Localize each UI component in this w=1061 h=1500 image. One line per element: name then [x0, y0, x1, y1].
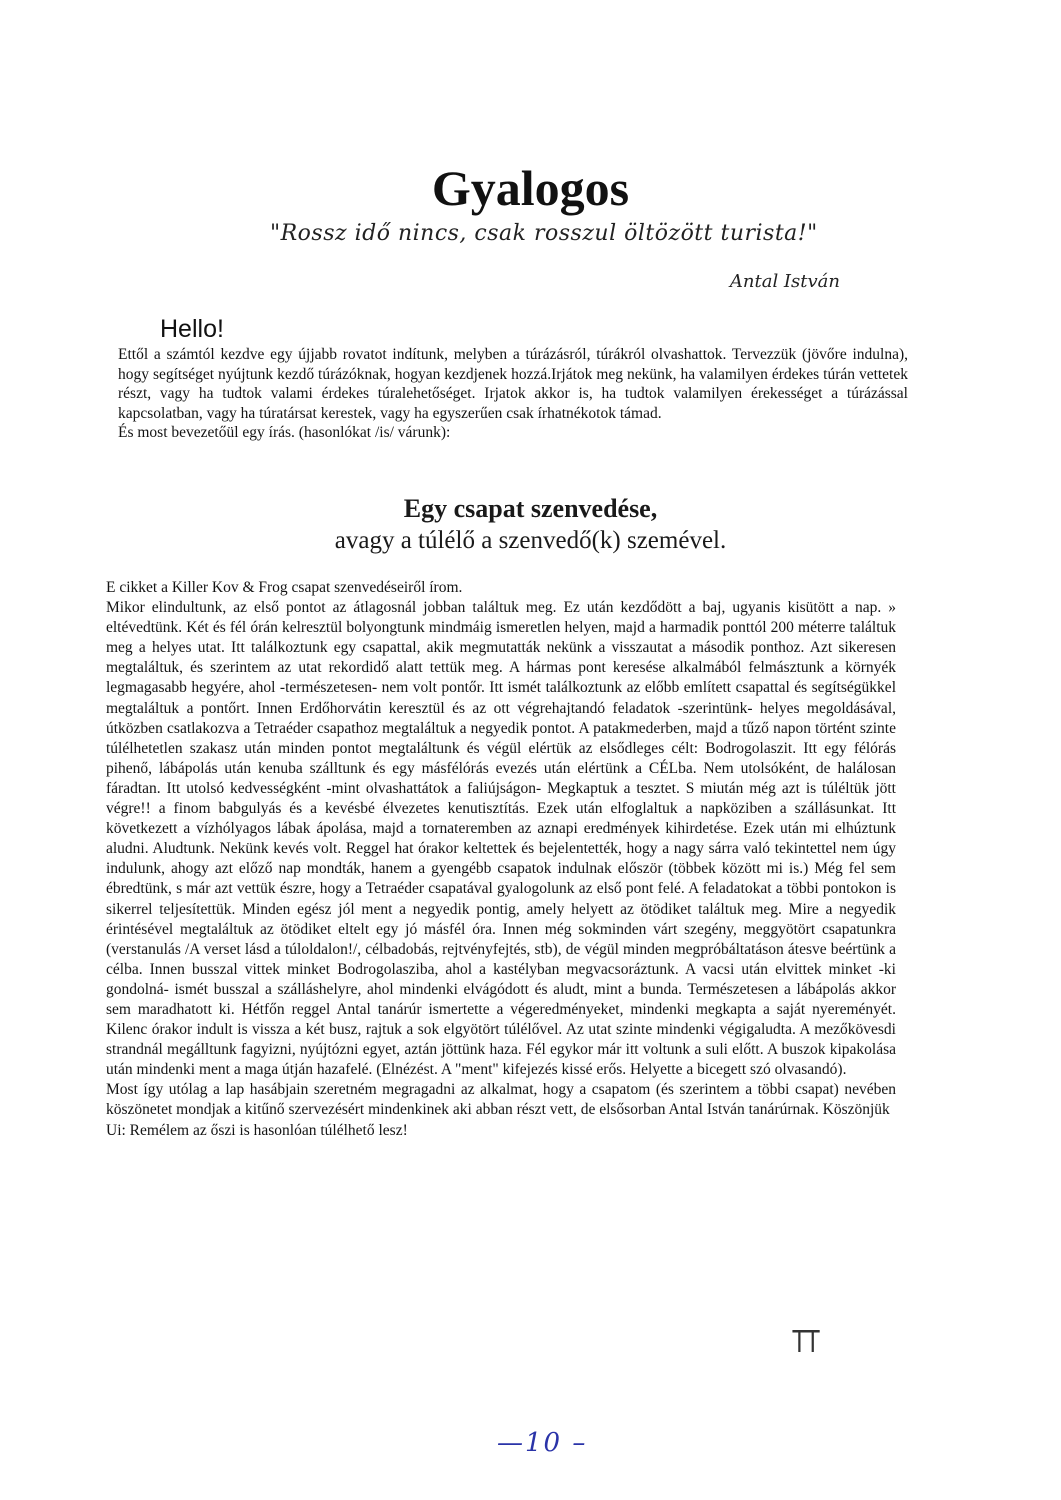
intro-paragraph: Ettől a számtól kezdve egy újjabb rovatot indítunk, melyben a túrázásról, túrákról olvashattok. Tervezzük (jövőre indulna), hogy segítséget nyújtunk kezdő túrázóknak, hogyan kezdjenek hozzá.Irjátok meg nekünk, ha valamilyen érdekes túrán vettetek részt, vagy ha tudtok valami érdekes túralehetőséget. Irjatok akkor is, ha tudtok valamilyen érekességet a túrázással kapcsolatban, vagy ha túratársat kerestek, vagy ha egyszerűen csak írhatnékotok támad. [118, 346, 908, 422]
page-number: —10 – [497, 1428, 588, 1458]
article-title: Egy csapat szenvedése, [403, 494, 658, 523]
article-body [106, 578, 896, 1141]
article-paragraph: Ui: Remélem az őszi is hasonlóan túlélhető lesz! [106, 1121, 408, 1139]
column-title: Gyalogos [431, 160, 630, 216]
author-signature: TT [792, 1325, 820, 1360]
intro-lead-in: És most bevezetőül egy írás. (hasonlókat /is/ várunk): [118, 424, 451, 441]
intro-section [118, 345, 908, 443]
article-paragraph: Most így utólag a lap hasábjain szeretném megragadni az alkalmat, hogy a csapatom (és szerintem a többi csapat) nevében köszönetet mondjak a kitűnő szervezésért mindenkinek aki abban részt vett, de elsősorban Antal István tanárúrnak. Köszönjük [106, 1081, 896, 1119]
article-paragraph: E cikket a Killer Kov & Frog csapat szenvedéseiről írom. [106, 579, 463, 596]
article-subtitle: avagy a túlélő a szenvedő(k) szemével. [334, 527, 727, 554]
motto-quote: "Rossz idő nincs, csak rosszul öltözött turista!" [270, 221, 818, 246]
greeting: Hello! [160, 315, 224, 343]
motto-author: Antal István [729, 271, 840, 292]
article-paragraph: Mikor elindultunk, az első pontot az átlagosnál jobban találtuk meg. Ez után kezdődött a baj, ugyanis kisütött a nap. » eltévedtünk. Két és fél órán kelresztül bolyongtunk mindmáig ismeretlen helyen, majd a harmadik ponttól 200 méterre találtuk meg a helyes utat. Itt találkoztunk egy csapattal, akik megmutatták nekünk a visszautat a második ponthoz. Azt sikeresen megtaláltuk, és szerintem az utat rekordidő alatt tettük meg. A hármas pont keresése alkalmából felmásztunk a környék legmagasabb hegyére, ahol -természetesen- nem volt pontőr. Itt ismét találkoztunk az előbb említett csapattal és segítségükkel megtaláltuk a pontőrt. Innen Erdőhorvátin keresztül és az ott végrehajtandó feladatok -szerintünk- helyes megoldásával, útközben csatlakozva a Tetraéder csapathoz megtaláltuk a negyedik pontot. A patakmederben, majd a tűző napon történt szinte túlélhetetlen szakasz után minden pontot megtaláltunk és végül elértük az elsődleges célt: Bodrogolaszit. Itt egy félórás pihenő, lábápolás után kenuba szálltunk és egy másfélórás evezés után elértünk a CÉLba. Nem utolsóként, de halálosan fáradtan. Itt utolsó kedvességként -mint olvashattátok a faliújságon- Megkaptuk a tesztet. S miután még azt is túléltük jött végre!! a finom babgulyás és a kevésbé élvezetes kenutisztítás. Ezek után elfoglaltuk a napköziben a szállásunkat. Itt következett a vízhólyagos lábak ápolása, majd a tornateremben az aznapi eredmények kihirdetése. Ezek után mi elhúztunk aludni. Aludtunk. Nekünk kevés volt. Reggel hat órakor keltettek és bejelentették, hogy a nagy sárra való tekintettel nem úgy indulunk, ahogy azt előző nap mondták, hanem a gyengébb csapatok indulnak először (többek között mi is.) Még fel sem ébredtünk, s már azt vettük észre, hogy a Tetraéder csapatával gyalogolunk az első pont felé. A feladatokat a többi pontokon is sikerrel teljesítettük. Minden egész jól ment a negyedik pontig, amely helyett az ötödiket találtuk meg. Mire a negyedik érintésével megtaláltuk az ötödiket eltelt egy jó másfél óra. Innen még sokminden várt szegény, meggyötört csapatunkra (verstanulás /A verset lásd a túloldalon!/, célbadobás, rejtvényfejtés, stb), de végül minden megpróbáltatáson átesve beértünk a célba. Innen busszal vittek minket Bodrogolasziba, ahol a kastélyban megvacsoráztunk. A vacsi után elvittek minket -ki gondolná- ismét busszal a szálláshelyre, ahol mindenki elvágódott és aludt, mint a bunda. Természetesen a lábápolás akkor sem maradhatott ki. Hétfőn reggel Antal tanárúr ismertette a végeredményeket, mindenki megkapta a saját nyereményét. Kilenc órakor indult is vissza a két busz, rajtuk a sok elgyötört túlélővel. Az utat szinte mindenki végigaludta. A mezőkövesdi strandnál megálltunk fagyizni, nyújtózni egyet, aztán jöttünk haza. Fél egykor már itt voltunk a suli előtt. A buszok kipakolása után mindenki ment a maga útján hazafelé. (Elnézést. A "ment" kifejezés kissé erős. Helyette a bicegett szó olvasandó). [106, 599, 896, 1079]
